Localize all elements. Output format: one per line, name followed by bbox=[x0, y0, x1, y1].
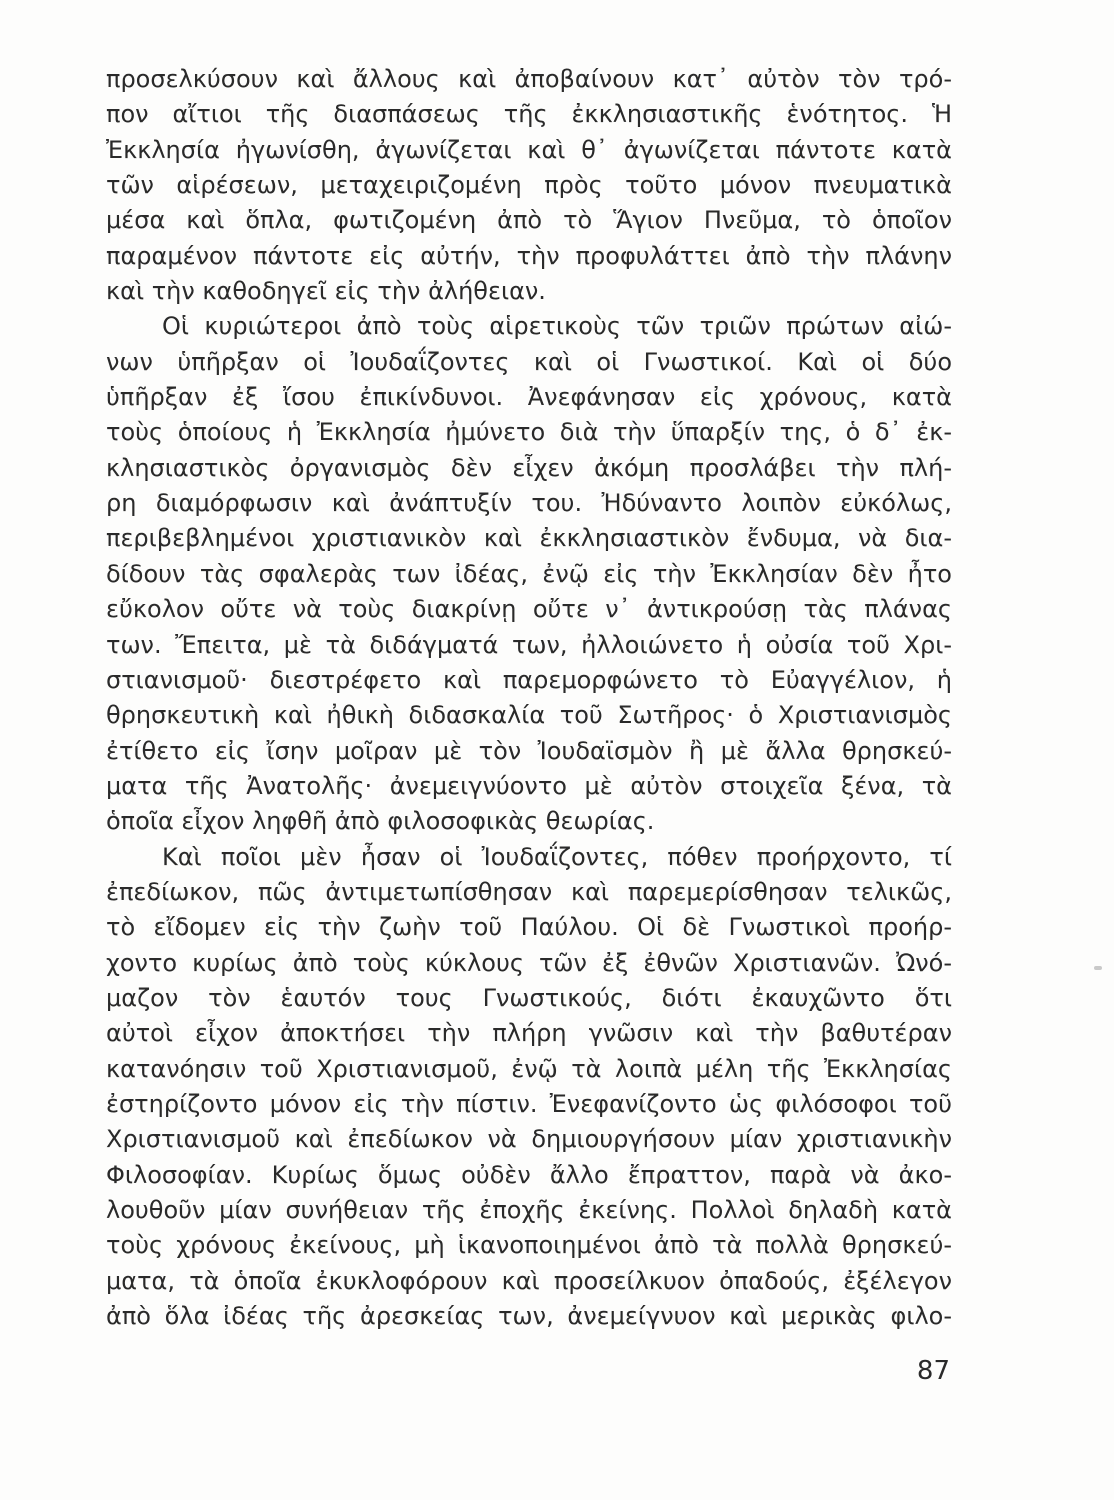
text-line: πον αἴτιοι τῆς διασπάσεως τῆς ἐκκλησιαστικῆς ἑνότητος. Ἡ bbox=[106, 100, 952, 129]
text-line: χοντο κυρίως ἀπὸ τοὺς κύκλους τῶν ἐξ ἐθνῶν Χριστιανῶν. Ὠνό- bbox=[106, 948, 952, 977]
text-line: τοὺς ὁποίους ἡ Ἐκκλησία ἠμύνετο διὰ τὴν ὕπαρξίν της, ὁ δ᾽ ἐκ- bbox=[106, 418, 952, 447]
text-line: καὶ τὴν καθοδηγεῖ εἰς τὴν ἀλήθειαν. bbox=[106, 277, 546, 306]
text-line: τὸ εἴδομεν εἰς τὴν ζωὴν τοῦ Παύλου. Οἱ δὲ Γνωστικοὶ προήρ- bbox=[106, 913, 952, 942]
text-line: παραμένον πάντοτε εἰς αὐτήν, τὴν προφυλάττει ἀπὸ τὴν πλάνην bbox=[106, 241, 952, 270]
text-line: μέσα καὶ ὅπλα, φωτιζομένη ἀπὸ τὸ Ἅγιον Πνεῦμα, τὸ ὁποῖον bbox=[106, 206, 952, 235]
body-text bbox=[106, 62, 952, 1334]
text-line: ρη διαμόρφωσιν καὶ ἀνάπτυξίν του. Ἠδύναντο λοιπὸν εὐκόλως, bbox=[106, 489, 952, 518]
text-line: ἀπὸ ὅλα ἰδέας τῆς ἀρεσκείας των, ἀνεμείγνυον καὶ μερικὰς φιλο- bbox=[106, 1302, 952, 1331]
scan-speck bbox=[1094, 966, 1102, 970]
text-line: ἐτίθετο εἰς ἴσην μοῖραν μὲ τὸν Ἰουδαϊσμὸν ἢ μὲ ἄλλα θρησκεύ- bbox=[106, 736, 952, 765]
text-line: μαζον τὸν ἑαυτόν τους Γνωστικούς, διότι ἐκαυχῶντο ὅτι bbox=[106, 983, 952, 1012]
text-line: Φιλοσοφίαν. Κυρίως ὅμως οὐδὲν ἄλλο ἔπραττον, παρὰ νὰ ἀκο- bbox=[106, 1160, 952, 1189]
text-line: κλησιαστικὸς ὀργανισμὸς δὲν εἶχεν ἀκόμη προσλάβει τὴν πλή- bbox=[106, 453, 952, 482]
text-line: Χριστιανισμοῦ καὶ ἐπεδίωκον νὰ δημιουργήσουν μίαν χριστιανικὴν bbox=[106, 1125, 952, 1154]
text-line: Ἐκκλησία ἠγωνίσθη, ἀγωνίζεται καὶ θ᾽ ἀγωνίζεται πάντοτε κατὰ bbox=[106, 135, 952, 164]
text-line: ἐστηρίζοντο μόνον εἰς τὴν πίστιν. Ἐνεφανίζοντο ὡς φιλόσοφοι τοῦ bbox=[106, 1089, 952, 1118]
text-line: δίδουν τὰς σφαλερὰς των ἰδέας, ἐνῷ εἰς τὴν Ἐκκλησίαν δὲν ἦτο bbox=[106, 559, 952, 588]
text-line: λουθοῦν μίαν συνήθειαν τῆς ἐποχῆς ἐκείνης. Πολλοὶ δηλαδὴ κατὰ bbox=[106, 1196, 952, 1224]
text-line: των. Ἔπειτα, μὲ τὰ διδάγματά των, ἠλλοιώνετο ἡ οὐσία τοῦ Χρι- bbox=[106, 630, 952, 659]
text-line: ὑπῆρξαν ἐξ ἴσου ἐπικίνδυνοι. Ἀνεφάνησαν εἰς χρόνους, κατὰ bbox=[106, 383, 952, 412]
text-line: θρησκευτικὴ καὶ ἠθικὴ διδασκαλία τοῦ Σωτῆρος· ὁ Χριστιανισμὸς bbox=[106, 701, 952, 730]
text-line: εὔκολον οὔτε νὰ τοὺς διακρίνῃ οὔτε ν᾽ ἀντικρούσῃ τὰς πλάνας bbox=[106, 595, 952, 624]
text-line: ἐπεδίωκον, πῶς ἀντιμετωπίσθησαν καὶ παρεμερίσθησαν τελικῶς, bbox=[106, 877, 952, 906]
text-line: προσελκύσουν καὶ ἄλλους καὶ ἀποβαίνουν κατ᾽ αὐτὸν τὸν τρό- bbox=[106, 65, 952, 93]
text-line: Οἱ κυριώτεροι ἀπὸ τοὺς αἱρετικοὺς τῶν τριῶν πρώτων αἰώ- bbox=[162, 312, 952, 341]
text-line: ματα τῆς Ἀνατολῆς· ἀνεμειγνύοντο μὲ αὐτὸν στοιχεῖα ξένα, τὰ bbox=[106, 771, 952, 800]
text-line: τοὺς χρόνους ἐκείνους, μὴ ἱκανοποιημένοι ἀπὸ τὰ πολλὰ θρησκεύ- bbox=[106, 1231, 952, 1260]
text-line: ματα, τὰ ὁποῖα ἐκυκλοφόρουν καὶ προσείλκυον ὀπαδούς, ἐξέλεγον bbox=[106, 1266, 952, 1295]
text-line: στιανισμοῦ· διεστρέφετο καὶ παρεμορφώνετο τὸ Εὐαγγέλιον, ἡ bbox=[106, 665, 952, 694]
text-line: νων ὑπῆρξαν οἱ Ἰουδαΐζοντες καὶ οἱ Γνωστικοί. Καὶ οἱ δύο bbox=[106, 347, 952, 376]
text-line: αὐτοὶ εἶχον ἀποκτήσει τὴν πλήρη γνῶσιν καὶ τὴν βαθυτέραν bbox=[106, 1019, 952, 1048]
text-line: περιβεβλημένοι χριστιανικὸν καὶ ἐκκλησιαστικὸν ἔνδυμα, νὰ δια- bbox=[106, 524, 952, 553]
text-line: τῶν αἱρέσεων, μεταχειριζομένη πρὸς τοῦτο μόνον πνευματικὰ bbox=[106, 171, 952, 200]
page-number: 87 bbox=[916, 1356, 950, 1386]
text-line: ὁποῖα εἶχον ληφθῆ ἀπὸ φιλοσοφικὰς θεωρίας. bbox=[106, 807, 655, 836]
text-line: κατανόησιν τοῦ Χριστιανισμοῦ, ἐνῷ τὰ λοιπὰ μέλη τῆς Ἐκκλησίας bbox=[106, 1054, 952, 1083]
text-line: Καὶ ποῖοι μὲν ἦσαν οἱ Ἰουδαΐζοντες, πόθεν προήρχοντο, τί bbox=[162, 842, 952, 871]
